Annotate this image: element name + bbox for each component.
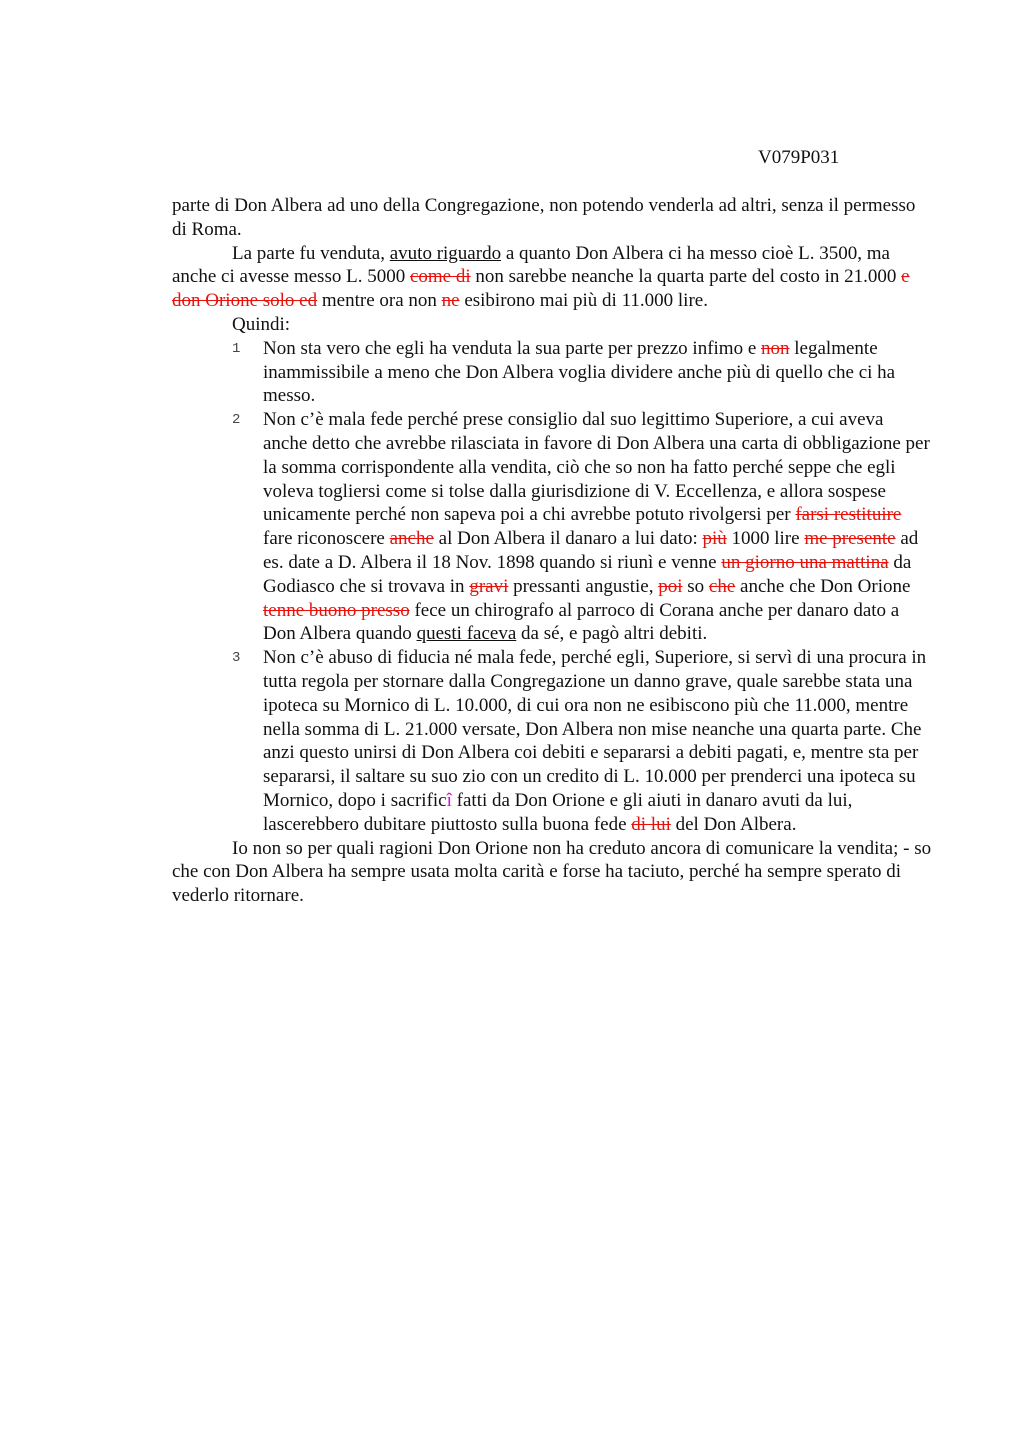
strikethrough-text: un giorno una mattina <box>721 551 889 573</box>
list-item-2 <box>172 408 932 646</box>
underlined-text: avuto riguardo <box>389 242 502 264</box>
text-run: a quanto Don Albera ci ha messo cioè L. 3500, ma anche ci avesse messo L. 5000 <box>172 242 890 288</box>
underlined-text: questi faceva <box>416 623 517 645</box>
strikethrough-text: gravi <box>469 575 509 597</box>
paragraph-2 <box>172 242 932 313</box>
text-run: ad es. date a D. Albera il 18 Nov. 1898 quando si riunì e venne <box>263 528 919 573</box>
text-run: non sarebbe neanche la quarta parte del costo in 21.000 <box>470 266 902 288</box>
document-body <box>172 194 932 908</box>
strikethrough-text: tenne buono presso <box>263 599 410 621</box>
strikethrough-text: come di <box>409 266 471 288</box>
text-run: Non c’è mala fede perché prese consiglio dal suo legittimo Superiore, a cui aveva anche detto che avrebbe rilasciata in favore di Don Albera una carta di obbligazione per la somma corrispondente alla vendita, ciò che so non ha fatto perché seppe che egli voleva togliersi come si tolse dalla giurisdizione di V. Eccellenza, e allora sospese unicamente perché non sapeva poi a chi avrebbe potuto rivolgersi per <box>263 409 930 526</box>
text-run: fatti da Don Orione e gli aiuti in danaro avuti da lui, lascerebbero dubitare piuttosto sulla buona fede <box>263 789 853 835</box>
text-run: pressanti angustie, <box>508 575 659 597</box>
text-run: fare riconoscere <box>263 528 390 550</box>
list-number: 2 <box>232 412 241 429</box>
strikethrough-text: anche <box>389 528 434 550</box>
text-run: fece un chirografo al parroco di Corana anche per danaro dato a Don Albera quando <box>263 599 900 645</box>
text-run: parte di Don Albera ad uno della Congregazione, non potendo venderla ad altri, senza il permesso di Roma. <box>172 195 916 240</box>
strikethrough-text: che <box>708 575 736 597</box>
text-run: al Don Albera il danaro a lui dato: <box>433 528 703 550</box>
strikethrough-text: e don Orione solo ed <box>172 266 910 312</box>
strikethrough-text: non <box>761 337 790 359</box>
paragraph-1 <box>172 194 932 242</box>
strikethrough-text: poi <box>658 575 683 597</box>
text-run: anche che Don Orione <box>735 575 911 597</box>
text-run: Non c’è abuso di fiducia né mala fede, perché egli, Superiore, si servì di una procura in tutta regola per stornare dalla Congregazione un danno grave, quale sarebbe stata una ipoteca su Mornico di L. 10.000, di cui ora non ne esibiscono più che 11.000, mentre nella somma di L. 21.000 versate, Don Albera non mise neanche una quarta parte. Che anzi questo unirsi di Don Albera coi debiti e separarsi a debiti pagati, e, mentre sta per separarsi, il saltare su suo zio con un credito di L. 10.000 per prenderci una ipoteca su Mornico, dopo i sacrific <box>263 647 927 811</box>
list-number: 3 <box>232 650 241 667</box>
text-run: La parte fu venduta, <box>232 242 390 264</box>
page-code: V079P031 <box>758 147 840 168</box>
list-number: 1 <box>232 340 241 357</box>
text-run: 1000 lire <box>726 528 805 550</box>
list-item-3 <box>172 646 932 836</box>
text-run: da Godiasco che si trovava in <box>263 551 912 597</box>
text-run: legalmente inammissibile a meno che Don Albera voglia dividere anche più di quello che ci ha messo. <box>263 337 896 407</box>
text-run: so <box>682 575 709 597</box>
quindi-heading: Quindi: <box>232 313 291 335</box>
text-run: Non sta vero che egli ha venduta la sua parte per prezzo infimo e <box>263 337 762 359</box>
paragraph-3 <box>172 837 932 908</box>
strikethrough-text: me presente <box>804 528 896 550</box>
list-item-1 <box>172 337 932 408</box>
strikethrough-text: ne <box>441 290 460 312</box>
text-run: Io non so per quali ragioni Don Orione non ha creduto ancora di comunicare la vendita; - so che con Don Albera ha sempre usata molta carità e forse ha taciuto, perché ha sempre sperato di vederlo ritornare. <box>172 837 932 907</box>
strikethrough-text: più <box>702 528 727 550</box>
highlighted-character: î <box>446 789 452 811</box>
text-run: esibirono mai più di 11.000 lire. <box>459 290 708 312</box>
text-run: mentre ora non <box>317 290 442 312</box>
strikethrough-text: di lui <box>631 813 671 835</box>
text-run: da sé, e pagò altri debiti. <box>516 623 708 645</box>
strikethrough-text: farsi restituire <box>795 504 902 526</box>
text-run: del Don Albera. <box>670 813 797 835</box>
